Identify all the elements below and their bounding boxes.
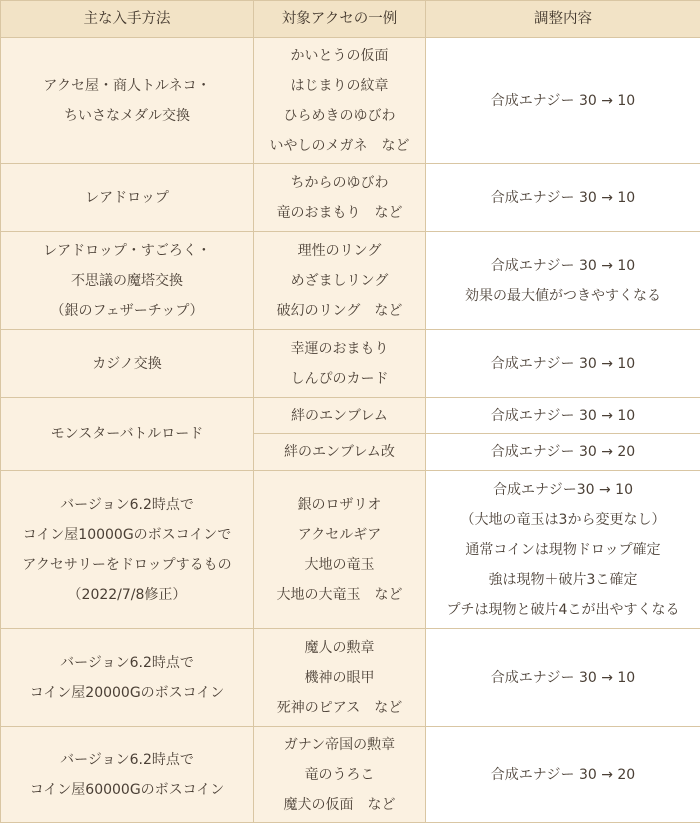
access-item: 銀のロザリオ	[260, 490, 419, 520]
adjust-line: 合成エナジー 30 → 20	[432, 760, 694, 790]
adjust-line: 強は現物＋破片3こ確定	[432, 565, 694, 595]
method-cell	[1, 164, 254, 232]
method-cell	[1, 471, 254, 629]
access-cell	[254, 38, 426, 164]
adjust-cell	[426, 164, 700, 232]
adjust-line: （大地の竜玉は3から変更なし）	[432, 505, 694, 535]
table-row	[1, 38, 700, 164]
adjust-cell	[426, 398, 700, 434]
header-access: 対象アクセの一例	[254, 1, 426, 38]
access-item: 竜のおまもり など	[260, 198, 419, 228]
access-item: 大地の竜玉	[260, 550, 419, 580]
access-cell	[254, 434, 426, 471]
adjust-line: 合成エナジー 30 → 10	[432, 401, 694, 431]
access-item: めざましリング	[260, 266, 419, 296]
access-item: しんぴのカード	[260, 364, 419, 394]
adjust-line: 効果の最大値がつきやすくなる	[432, 281, 694, 311]
method-cell	[1, 629, 254, 727]
method-line: レアドロップ・すごろく・	[7, 236, 247, 266]
method-line: カジノ交換	[7, 349, 247, 379]
header-row	[1, 1, 700, 38]
access-cell	[254, 471, 426, 629]
access-cell	[254, 629, 426, 727]
adjust-cell	[426, 232, 700, 330]
method-line: ちいさなメダル交換	[7, 101, 247, 131]
access-item: 死神のピアス など	[260, 693, 419, 723]
access-item: 幸運のおまもり	[260, 334, 419, 364]
method-line: コイン屋60000Gのボスコイン	[7, 775, 247, 805]
header-method: 主な入手方法	[1, 1, 254, 38]
method-line: バージョン6.2時点で	[7, 490, 247, 520]
method-line: コイン屋20000Gのボスコイン	[7, 678, 247, 708]
access-item: 絆のエンブレム改	[260, 437, 419, 467]
method-line: コイン屋10000Gのボスコインで	[7, 520, 247, 550]
adjust-cell	[426, 38, 700, 164]
adjust-cell	[426, 471, 700, 629]
table-row	[1, 330, 700, 398]
method-line: バージョン6.2時点で	[7, 648, 247, 678]
method-cell	[1, 727, 254, 823]
adjust-line: 合成エナジー30 → 10	[432, 475, 694, 505]
access-item: ちからのゆびわ	[260, 168, 419, 198]
adjust-line: 合成エナジー 30 → 20	[432, 437, 694, 467]
access-cell	[254, 727, 426, 823]
access-cell	[254, 330, 426, 398]
access-item: いやしのメガネ など	[260, 131, 419, 161]
access-item: 絆のエンブレム	[260, 401, 419, 431]
method-line: 不思議の魔塔交換	[7, 266, 247, 296]
access-item: 破幻のリング など	[260, 296, 419, 326]
access-item: アクセルギア	[260, 520, 419, 550]
adjust-line: プチは現物と破片4こが出やすくなる	[432, 595, 694, 625]
adjust-line: 合成エナジー 30 → 10	[432, 251, 694, 281]
method-line: レアドロップ	[7, 183, 247, 213]
method-line: モンスターバトルロード	[7, 419, 247, 449]
adjust-cell	[426, 727, 700, 823]
method-cell	[1, 232, 254, 330]
access-cell	[254, 164, 426, 232]
method-line: アクセ屋・商人トルネコ・	[7, 71, 247, 101]
table-row	[1, 727, 700, 823]
adjust-line: 通常コインは現物ドロップ確定	[432, 535, 694, 565]
table-row	[1, 232, 700, 330]
table-row	[1, 164, 700, 232]
adjust-line: 合成エナジー 30 → 10	[432, 349, 694, 379]
table-row	[1, 629, 700, 727]
adjust-line: 合成エナジー 30 → 10	[432, 663, 694, 693]
method-cell	[1, 398, 254, 471]
access-item: ガナン帝国の勲章	[260, 730, 419, 760]
adjust-cell	[426, 434, 700, 471]
adjust-line: 合成エナジー 30 → 10	[432, 183, 694, 213]
adjust-cell	[426, 330, 700, 398]
table-row	[1, 398, 700, 434]
method-line: アクセサリーをドロップするもの	[7, 550, 247, 580]
access-item: 機神の眼甲	[260, 663, 419, 693]
access-item: 魔人の勲章	[260, 633, 419, 663]
access-item: はじまりの紋章	[260, 71, 419, 101]
access-item: ひらめきのゆびわ	[260, 101, 419, 131]
adjust-cell	[426, 629, 700, 727]
method-line: バージョン6.2時点で	[7, 745, 247, 775]
access-item: かいとうの仮面	[260, 41, 419, 71]
access-item: 理性のリング	[260, 236, 419, 266]
table-body	[1, 38, 700, 823]
adjust-line: 合成エナジー 30 → 10	[432, 86, 694, 116]
table-row	[1, 471, 700, 629]
access-cell	[254, 232, 426, 330]
header-adjust: 調整内容	[426, 1, 700, 38]
method-line: （2022/7/8修正）	[7, 580, 247, 610]
method-line: （銀のフェザーチップ）	[7, 296, 247, 326]
method-cell	[1, 38, 254, 164]
access-item: 魔犬の仮面 など	[260, 790, 419, 820]
method-cell	[1, 330, 254, 398]
access-item: 竜のうろこ	[260, 760, 419, 790]
access-item: 大地の大竜玉 など	[260, 580, 419, 610]
access-cell	[254, 398, 426, 434]
